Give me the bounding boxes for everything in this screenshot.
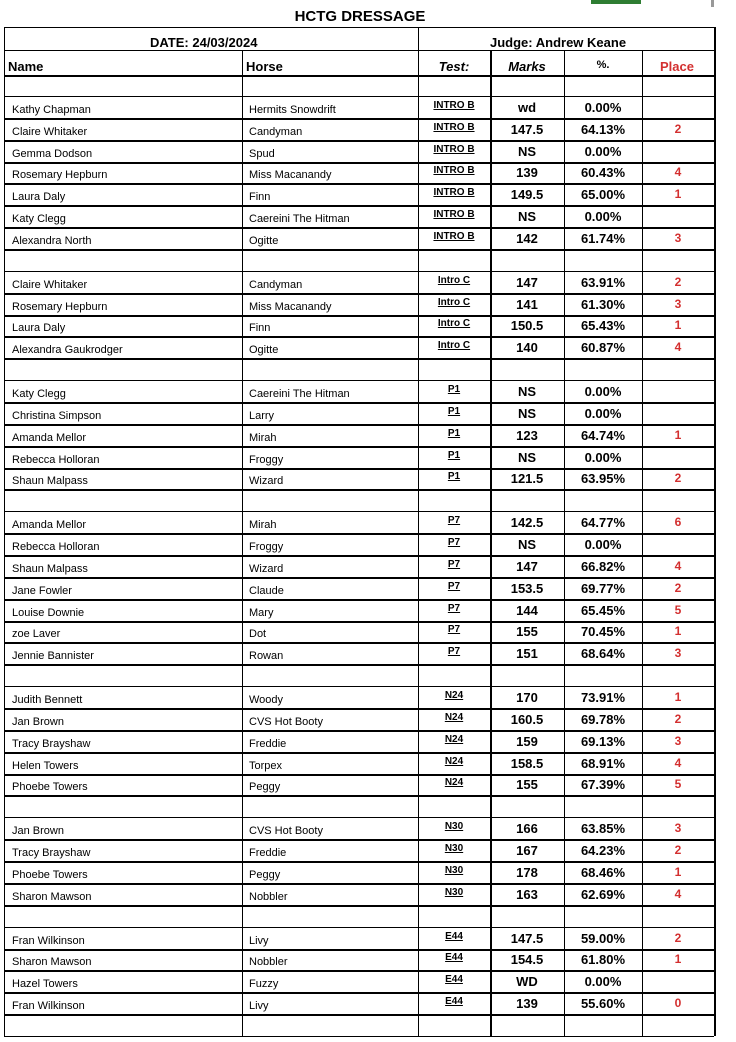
rider-name: Rosemary Hepburn xyxy=(12,300,108,313)
marks-value: 142 xyxy=(516,231,538,246)
row-divider xyxy=(4,402,714,404)
horse-name: Fuzzy xyxy=(249,978,279,991)
rider-name: Phoebe Towers xyxy=(12,781,88,794)
marks-value: 123 xyxy=(516,427,538,443)
rider-name: Shaun Malpass xyxy=(12,562,88,575)
rider-name: Jan Brown xyxy=(12,715,64,728)
rider-name: Claire Whitaker xyxy=(12,125,88,138)
rider-name: Alexandra Gaukrodger xyxy=(12,344,123,357)
test-code: N24 xyxy=(444,733,464,745)
row-divider-blank xyxy=(4,927,714,928)
marks-value: 155 xyxy=(516,624,538,640)
percent-value: 62.69% xyxy=(580,886,626,902)
header-border-top xyxy=(4,27,714,28)
test-code: P7 xyxy=(447,537,461,549)
corner-mark xyxy=(711,0,714,7)
test-code: P1 xyxy=(447,449,461,461)
place-value: 1 xyxy=(674,690,682,705)
row-divider xyxy=(4,621,714,623)
place-value: 3 xyxy=(674,231,682,245)
marks-value: 147 xyxy=(516,558,538,574)
horse-name: Caereini The Hitman xyxy=(249,213,350,226)
row-divider xyxy=(4,205,714,207)
row-divider xyxy=(4,336,714,338)
place-value xyxy=(642,974,714,991)
rider-name: Sharon Mawson xyxy=(12,956,92,969)
row-divider xyxy=(4,555,714,557)
horse-name: Nobbler xyxy=(249,890,288,903)
row-divider xyxy=(4,489,714,491)
test-code: Intro C xyxy=(437,318,471,330)
test-code: N24 xyxy=(444,777,464,789)
place-value: 1 xyxy=(674,318,682,333)
marks-value: NS xyxy=(517,209,537,225)
test-code: P7 xyxy=(447,624,461,636)
marks-value: 158.5 xyxy=(510,755,544,771)
place-value: 2 xyxy=(674,121,682,136)
percent-value: 70.45% xyxy=(580,624,626,640)
percent-value: 59.00% xyxy=(580,930,626,946)
rider-name: Fran Wilkinson xyxy=(12,934,85,947)
marks-value: 140 xyxy=(516,340,538,356)
marks-value: 147.5 xyxy=(510,930,544,946)
place-value: 2 xyxy=(674,471,682,486)
percent-value: 0.00% xyxy=(584,974,622,990)
test-code: N30 xyxy=(444,821,464,833)
test-code: Intro C xyxy=(437,274,471,286)
horse-name: Rowan xyxy=(249,650,284,663)
test-code: INTRO B xyxy=(433,121,475,133)
percent-value: 65.43% xyxy=(580,318,626,334)
horse-name: Nobbler xyxy=(249,956,288,969)
marks-value: 144 xyxy=(516,602,538,618)
row-divider xyxy=(4,293,714,295)
test-code: N30 xyxy=(444,886,464,898)
row-divider xyxy=(4,315,714,317)
row-divider xyxy=(4,730,714,732)
place-value: 4 xyxy=(674,165,682,180)
rider-name: Gemma Dodson xyxy=(12,147,93,160)
test-code: E44 xyxy=(445,974,463,986)
row-divider-blank xyxy=(4,271,714,272)
place-value: 4 xyxy=(674,886,682,901)
marks-value: 147.5 xyxy=(510,121,544,137)
rider-name: Christina Simpson xyxy=(12,409,102,422)
rider-name: Jennie Bannister xyxy=(12,650,94,663)
place-value: 3 xyxy=(674,296,682,311)
percent-value: 61.30% xyxy=(580,296,626,312)
percent-value: 68.91% xyxy=(580,755,626,771)
test-code: E44 xyxy=(445,952,463,964)
rider-name: Laura Daly xyxy=(12,191,66,204)
marks-value: 159 xyxy=(516,733,538,749)
percent-value: 0.00% xyxy=(584,209,622,225)
row-divider xyxy=(4,468,714,470)
percent-value: 61.74% xyxy=(580,231,626,246)
place-value: 2 xyxy=(674,711,682,726)
percent-value: 60.43% xyxy=(580,165,626,181)
rider-name: Jane Fowler xyxy=(12,584,72,597)
test-code: P1 xyxy=(447,384,461,396)
place-value xyxy=(642,450,714,467)
percent-value: 55.60% xyxy=(580,996,626,1012)
percent-value: 69.13% xyxy=(580,733,626,749)
row-divider xyxy=(4,949,714,951)
horse-name: Woody xyxy=(249,694,284,707)
horse-name: Hermits Snowdrift xyxy=(249,103,336,116)
place-value xyxy=(642,144,714,161)
percent-value: 67.39% xyxy=(580,777,626,793)
horse-name: Claude xyxy=(249,584,284,597)
marks-value: 163 xyxy=(516,886,538,902)
column-header-horse: Horse xyxy=(246,59,283,74)
row-divider xyxy=(4,861,714,863)
row-divider xyxy=(4,140,714,142)
column-divider-place xyxy=(642,50,643,1036)
place-value: 1 xyxy=(674,952,682,967)
horse-name: Dot xyxy=(249,628,267,641)
percent-value: 0.00% xyxy=(584,449,622,465)
place-value xyxy=(642,384,714,401)
row-divider-blank xyxy=(4,686,714,687)
test-code: INTRO B xyxy=(433,231,475,242)
row-divider-blank xyxy=(4,817,714,818)
place-value xyxy=(642,537,714,554)
rider-name: Tracy Brayshaw xyxy=(12,847,91,860)
place-value xyxy=(642,100,714,117)
marks-value: WD xyxy=(516,974,538,990)
horse-name: CVS Hot Booty xyxy=(249,715,323,728)
rider-name: Katy Clegg xyxy=(12,213,66,226)
rider-name: Rosemary Hepburn xyxy=(12,169,108,182)
column-header-place: Place xyxy=(660,59,694,74)
percent-value: 60.87% xyxy=(580,340,626,356)
row-divider xyxy=(4,118,714,120)
horse-name: Wizard xyxy=(249,562,284,575)
row-divider xyxy=(4,227,714,229)
horse-name: Miss Macanandy xyxy=(249,300,332,313)
horse-name: Spud xyxy=(249,147,275,160)
row-divider xyxy=(4,577,714,579)
place-value: 3 xyxy=(674,733,682,748)
row-divider xyxy=(4,774,714,776)
rider-name: Louise Downie xyxy=(12,606,85,619)
test-code: P7 xyxy=(447,646,461,658)
test-code: P7 xyxy=(447,602,461,614)
row-divider xyxy=(4,883,714,885)
percent-value: 0.00% xyxy=(584,143,622,159)
test-code: INTRO B xyxy=(433,165,475,177)
place-value xyxy=(642,209,714,226)
horse-name: Ogitte xyxy=(249,235,279,247)
marks-value: 141 xyxy=(516,296,538,312)
rider-name: zoe Laver xyxy=(12,628,61,641)
rider-name: Amanda Mellor xyxy=(12,431,86,444)
test-code: N24 xyxy=(444,755,464,767)
place-value: 4 xyxy=(674,755,682,770)
place-value: 5 xyxy=(674,777,682,792)
horse-name: Larry xyxy=(249,409,275,422)
marks-value: 121.5 xyxy=(510,471,544,487)
percent-value: 0.00% xyxy=(584,384,622,400)
column-header-marks: Marks xyxy=(508,59,546,74)
marks-value: 154.5 xyxy=(510,952,544,968)
table-border-right xyxy=(714,27,716,1036)
rider-name: Rebecca Holloran xyxy=(12,453,100,466)
horse-name: Finn xyxy=(249,322,271,335)
marks-value: 139 xyxy=(516,165,538,181)
row-divider xyxy=(4,905,714,907)
rider-name: Judith Bennett xyxy=(12,694,83,707)
percent-value: 0.00% xyxy=(584,537,622,553)
rider-name: Phoebe Towers xyxy=(12,868,88,881)
row-divider xyxy=(4,599,714,601)
place-value: 2 xyxy=(674,843,682,858)
row-divider-blank xyxy=(4,380,714,381)
row-divider xyxy=(4,183,714,185)
place-value: 4 xyxy=(674,558,682,573)
header-border-mid xyxy=(4,50,714,51)
test-code: P1 xyxy=(447,471,461,483)
row-divider xyxy=(4,358,714,360)
percent-value: 65.00% xyxy=(580,187,626,203)
horse-name: Miss Macanandy xyxy=(249,169,332,182)
place-value: 0 xyxy=(674,996,682,1011)
horse-name: Ogitte xyxy=(249,344,279,357)
row-divider xyxy=(4,839,714,841)
percent-value: 64.23% xyxy=(580,843,626,859)
test-code: E44 xyxy=(445,930,463,942)
column-header-name: Name xyxy=(8,59,44,74)
horse-name: Livy xyxy=(249,1000,269,1013)
row-divider xyxy=(4,249,714,251)
rider-name: Kathy Chapman xyxy=(12,103,91,116)
row-divider xyxy=(4,992,714,994)
rider-name: Rebecca Holloran xyxy=(12,541,100,554)
test-code: Intro C xyxy=(437,340,471,352)
percent-value: 69.77% xyxy=(580,580,626,596)
rider-name: Shaun Malpass xyxy=(12,475,88,488)
marks-value: 149.5 xyxy=(510,187,544,203)
row-divider xyxy=(4,1014,714,1016)
horse-name: Peggy xyxy=(249,781,281,794)
marks-value: NS xyxy=(517,143,537,159)
judge-label: Judge: Andrew Keane xyxy=(490,35,627,50)
percent-value: 68.64% xyxy=(580,646,626,662)
column-divider-marks xyxy=(490,50,492,1036)
row-divider xyxy=(4,533,714,535)
horse-name: Caereini The Hitman xyxy=(249,388,350,401)
place-value: 6 xyxy=(674,515,682,530)
rider-name: Tracy Brayshaw xyxy=(12,737,91,750)
place-value: 3 xyxy=(674,646,682,661)
percent-value: 64.13% xyxy=(580,121,626,137)
test-code: N24 xyxy=(444,711,464,723)
percent-value: 69.78% xyxy=(580,711,626,727)
marks-value: 178 xyxy=(516,864,538,880)
place-value: 4 xyxy=(674,340,682,355)
test-code: E44 xyxy=(445,996,463,1008)
percent-value: 73.91% xyxy=(580,690,626,706)
rider-name: Jan Brown xyxy=(12,825,64,838)
horse-name: Froggy xyxy=(249,541,284,554)
test-code: INTRO B xyxy=(433,143,475,155)
marks-value: 155 xyxy=(516,777,538,793)
test-code: P7 xyxy=(447,580,461,592)
test-code: P1 xyxy=(447,405,461,417)
test-code: INTRO B xyxy=(433,209,475,221)
marks-value: 170 xyxy=(516,690,538,706)
percent-value: 63.95% xyxy=(580,471,626,487)
row-divider xyxy=(4,708,714,710)
rider-name: Claire Whitaker xyxy=(12,278,88,291)
horse-name: Mirah xyxy=(249,431,277,444)
test-code: N30 xyxy=(444,864,464,876)
place-value: 3 xyxy=(674,821,682,836)
rider-name: Katy Clegg xyxy=(12,388,66,401)
marks-value: 166 xyxy=(516,821,538,837)
horse-name: Wizard xyxy=(249,475,284,488)
row-divider-blank xyxy=(4,1036,714,1037)
row-divider xyxy=(4,446,714,448)
marks-value: 139 xyxy=(516,996,538,1012)
percent-value: 64.74% xyxy=(580,427,626,443)
horse-name: Froggy xyxy=(249,453,284,466)
horse-name: Torpex xyxy=(249,759,283,772)
percent-value: 63.91% xyxy=(580,274,626,290)
horse-name: Freddie xyxy=(249,737,287,750)
marks-value: 167 xyxy=(516,843,538,859)
horse-name: Candyman xyxy=(249,125,303,138)
sheet-tab-indicator xyxy=(591,0,641,4)
test-code: P7 xyxy=(447,558,461,570)
percent-value: 61.80% xyxy=(580,952,626,968)
place-value: 2 xyxy=(674,274,682,289)
column-divider-horse xyxy=(242,50,243,1036)
horse-name: Peggy xyxy=(249,868,281,881)
rider-name: Helen Towers xyxy=(12,759,79,772)
place-value: 2 xyxy=(674,580,682,595)
marks-value: NS xyxy=(517,537,537,553)
marks-value: 142.5 xyxy=(510,515,544,531)
marks-value: 151 xyxy=(516,646,538,662)
date-label: DATE: 24/03/2024 xyxy=(150,35,258,50)
horse-name: Freddie xyxy=(249,847,287,860)
row-divider xyxy=(4,162,714,164)
percent-value: 64.77% xyxy=(580,515,626,531)
test-code: P1 xyxy=(447,427,461,439)
row-divider xyxy=(4,642,714,644)
horse-name: Finn xyxy=(249,191,271,204)
marks-value: 150.5 xyxy=(510,318,544,334)
marks-value: 147 xyxy=(516,274,538,290)
percent-value: 0.00% xyxy=(584,99,622,115)
sheet-title: HCTG DRESSAGE xyxy=(294,8,426,25)
column-header-percent: %. xyxy=(596,59,610,71)
place-value: 5 xyxy=(674,602,682,617)
test-code: N24 xyxy=(444,690,464,702)
percent-value: 65.45% xyxy=(580,602,626,618)
test-code: INTRO B xyxy=(433,99,475,111)
marks-value: NS xyxy=(517,384,537,400)
test-code: Intro C xyxy=(437,296,471,308)
column-divider-percent xyxy=(564,50,565,1036)
place-value: 2 xyxy=(674,930,682,945)
place-value: 1 xyxy=(674,624,682,639)
percent-value: 63.85% xyxy=(580,821,626,837)
test-code: P7 xyxy=(447,515,461,527)
header-border-bottom xyxy=(4,75,714,77)
place-value: 1 xyxy=(674,427,682,442)
row-divider xyxy=(4,752,714,754)
marks-value: NS xyxy=(517,449,537,465)
percent-value: 68.46% xyxy=(580,864,626,880)
row-divider xyxy=(4,795,714,797)
row-divider xyxy=(4,664,714,666)
row-divider xyxy=(4,424,714,426)
percent-value: 66.82% xyxy=(580,558,626,574)
place-value: 1 xyxy=(674,864,682,879)
row-divider-blank xyxy=(4,96,714,97)
place-value: 1 xyxy=(674,187,682,202)
row-divider xyxy=(4,970,714,972)
rider-name: Alexandra North xyxy=(12,235,92,247)
marks-value: wd xyxy=(517,99,537,115)
marks-value: NS xyxy=(517,405,537,421)
row-divider-blank xyxy=(4,511,714,512)
horse-name: Candyman xyxy=(249,278,303,291)
place-value xyxy=(642,406,714,423)
horse-name: Mary xyxy=(249,606,274,619)
test-code: INTRO B xyxy=(433,187,475,199)
rider-name: Laura Daly xyxy=(12,322,66,335)
column-header-test: Test: xyxy=(438,59,470,74)
horse-name: Mirah xyxy=(249,519,277,532)
test-code: N30 xyxy=(444,843,464,855)
marks-value: 160.5 xyxy=(510,711,544,727)
horse-name: Livy xyxy=(249,934,269,947)
rider-name: Sharon Mawson xyxy=(12,890,92,903)
rider-name: Hazel Towers xyxy=(12,978,78,991)
percent-value: 0.00% xyxy=(584,405,622,421)
marks-value: 153.5 xyxy=(510,580,544,596)
rider-name: Fran Wilkinson xyxy=(12,1000,85,1013)
rider-name: Amanda Mellor xyxy=(12,519,86,532)
horse-name: CVS Hot Booty xyxy=(249,825,323,838)
